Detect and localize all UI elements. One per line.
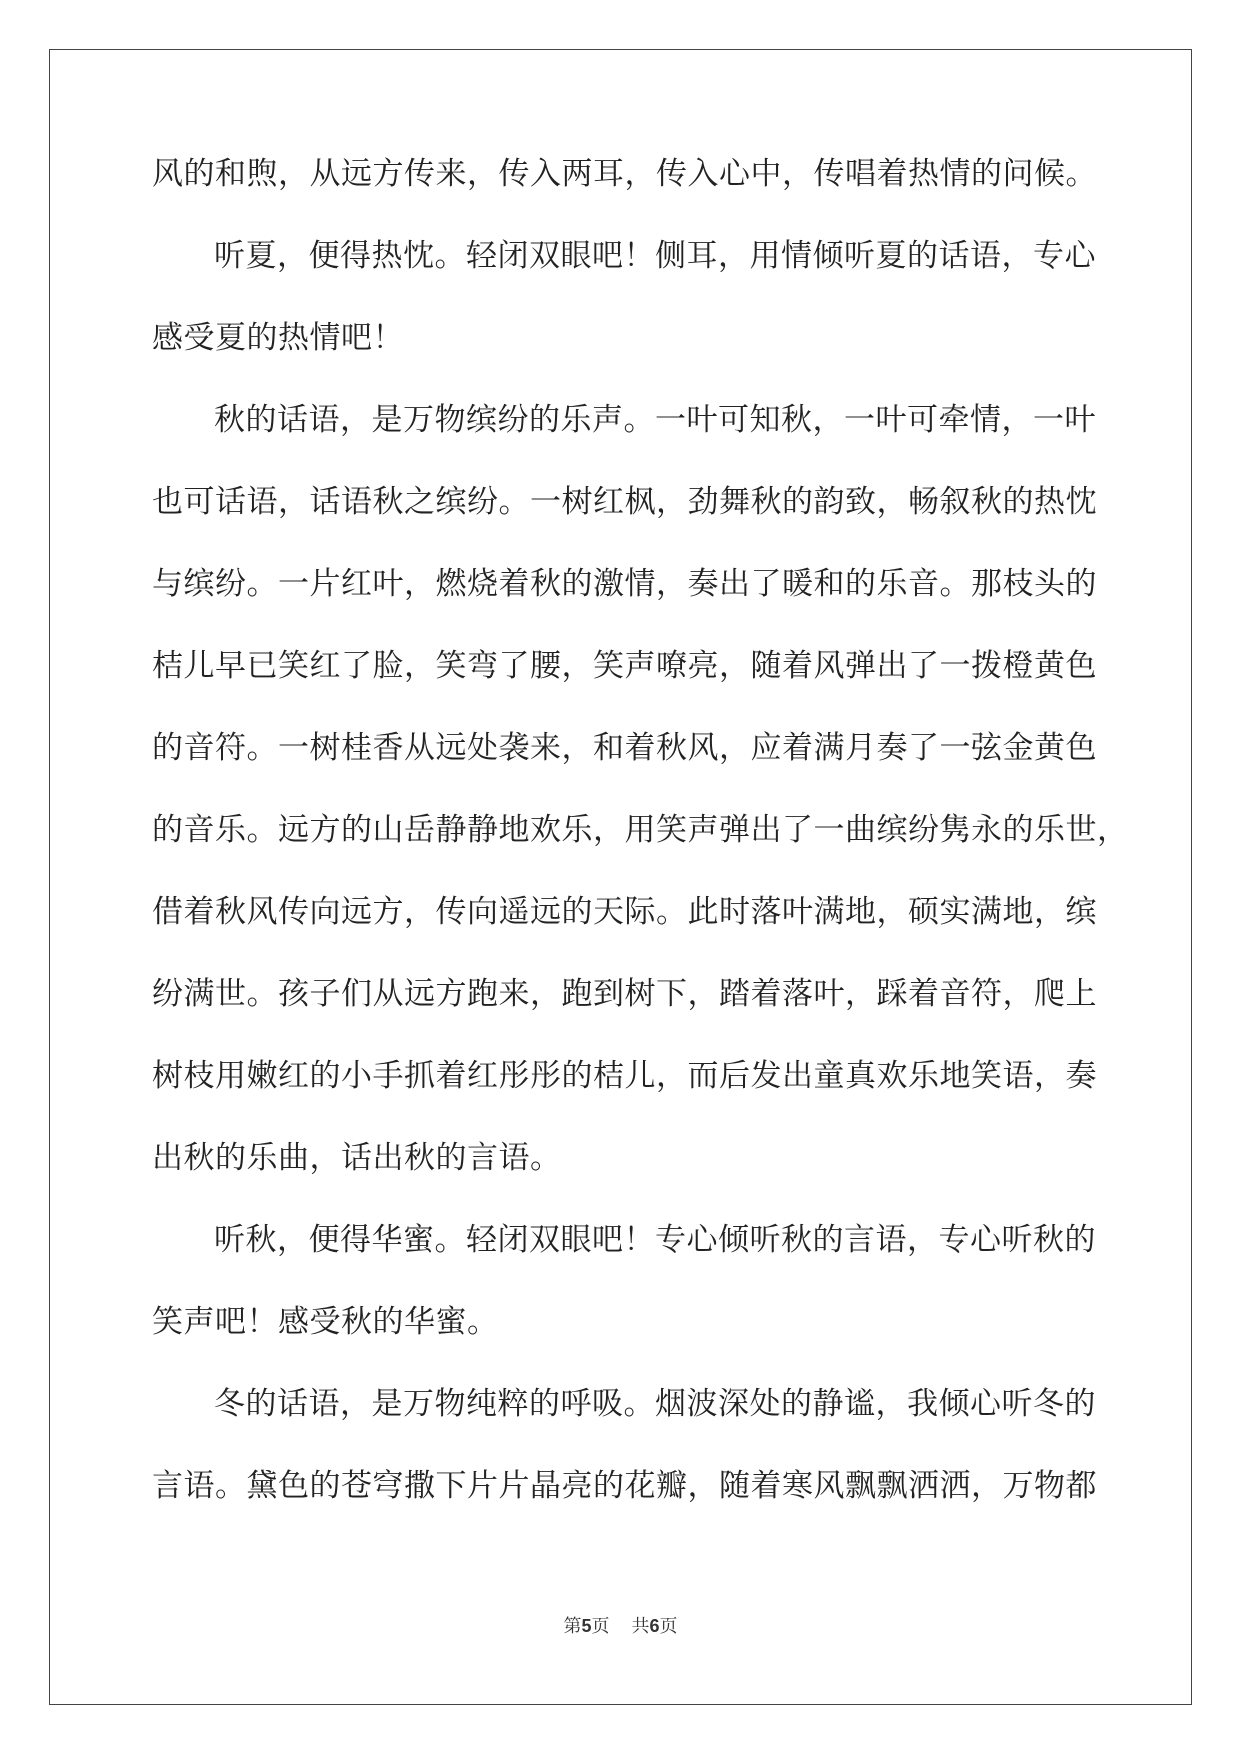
document-body	[152, 155, 1129, 1549]
paragraph-line: 也可话语，话语秋之缤纷。一树红枫，劲舞秋的韵致，畅叙秋的热忱	[152, 484, 1097, 520]
footer-total-suffix: 页	[659, 1616, 678, 1637]
paragraph-line: 与缤纷。一片红叶，燃烧着秋的激情，奏出了暖和的乐音。那枝头的	[152, 566, 1097, 602]
paragraph-line: 的音符。一树桂香从远处袭来，和着秋风，应着满月奏了一弦金黄色	[152, 730, 1097, 766]
paragraph-line: 感受夏的热情吧！	[152, 320, 404, 356]
paragraph-line: 言语。黛色的苍穹撒下片片晶亮的花瓣，随着寒风飘飘洒洒，万物都	[152, 1468, 1097, 1504]
page-footer	[0, 1612, 1241, 1638]
paragraph-line: 纷满世。孩子们从远方跑来，跑到树下，踏着落叶，踩着音符，爬上	[152, 976, 1097, 1012]
paragraph-line: 桔儿早已笑红了脸，笑弯了腰，笑声嘹亮，随着风弹出了一拨橙黄色	[152, 648, 1097, 684]
footer-current-page: 5	[581, 1616, 592, 1636]
paragraph-line: 听秋，便得华蜜。轻闭双眼吧！专心倾听秋的言语，专心听秋的	[214, 1222, 1096, 1258]
footer-total-pages: 6	[649, 1616, 660, 1636]
footer-page-prefix: 第	[563, 1616, 582, 1637]
paragraph-line: 树枝用嫩红的小手抓着红彤彤的桔儿，而后发出童真欢乐地笑语，奏	[152, 1058, 1097, 1094]
paragraph-line: 秋的话语，是万物缤纷的乐声。一叶可知秋，一叶可牵情，一叶	[214, 402, 1096, 438]
paragraph-line: 的音乐。远方的山岳静静地欢乐，用笑声弹出了一曲缤纷隽永的乐世，	[152, 812, 1129, 848]
paragraph-line: 风的和煦，从远方传来，传入两耳，传入心中，传唱着热情的问候。	[152, 156, 1097, 192]
footer-page-suffix: 页	[591, 1616, 610, 1637]
footer-total-prefix: 共	[631, 1616, 650, 1637]
paragraph-line: 借着秋风传向远方，传向遥远的天际。此时落叶满地，硕实满地，缤	[152, 894, 1097, 930]
paragraph-line: 听夏，便得热忱。轻闭双眼吧！侧耳，用情倾听夏的话语，专心	[214, 238, 1096, 274]
paragraph-line: 冬的话语，是万物纯粹的呼吸。烟波深处的静谧，我倾心听冬的	[214, 1386, 1096, 1422]
paragraph-line: 笑声吧！感受秋的华蜜。	[152, 1304, 499, 1340]
paragraph-line: 出秋的乐曲，话出秋的言语。	[152, 1140, 562, 1176]
